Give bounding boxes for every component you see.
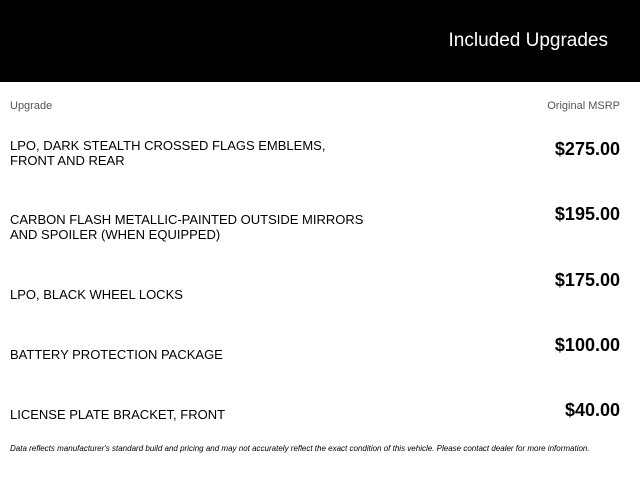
upgrade-name: CARBON FLASH METALLIC-PAINTED OUTSIDE MIRRORS AND SPOILER (WHEN EQUIPPED): [10, 212, 364, 242]
upgrade-price: $100.00: [554, 335, 620, 355]
column-header-upgrade: Upgrade: [10, 100, 53, 112]
column-header-msrp: Original MSRP: [547, 100, 620, 112]
upgrade-name: LICENSE PLATE BRACKET, FRONT: [10, 407, 226, 422]
page-title: Included Upgrades: [448, 30, 608, 51]
header-bar: [0, 0, 640, 82]
upgrade-price: $175.00: [554, 270, 620, 290]
upgrade-price: $275.00: [554, 139, 620, 159]
upgrade-name: LPO, DARK STEALTH CROSSED FLAGS EMBLEMS, FRONT AND REAR: [10, 138, 326, 168]
upgrade-name: BATTERY PROTECTION PACKAGE: [10, 347, 223, 362]
upgrade-name: LPO, BLACK WHEEL LOCKS: [10, 287, 183, 302]
disclaimer-text: Data reflects manufacturer's standard build and pricing and may not accurately reflect the exact condition of this vehicle. Please contact dealer for more information.: [10, 444, 590, 453]
upgrade-price: $40.00: [564, 400, 620, 420]
upgrade-price: $195.00: [554, 204, 620, 224]
